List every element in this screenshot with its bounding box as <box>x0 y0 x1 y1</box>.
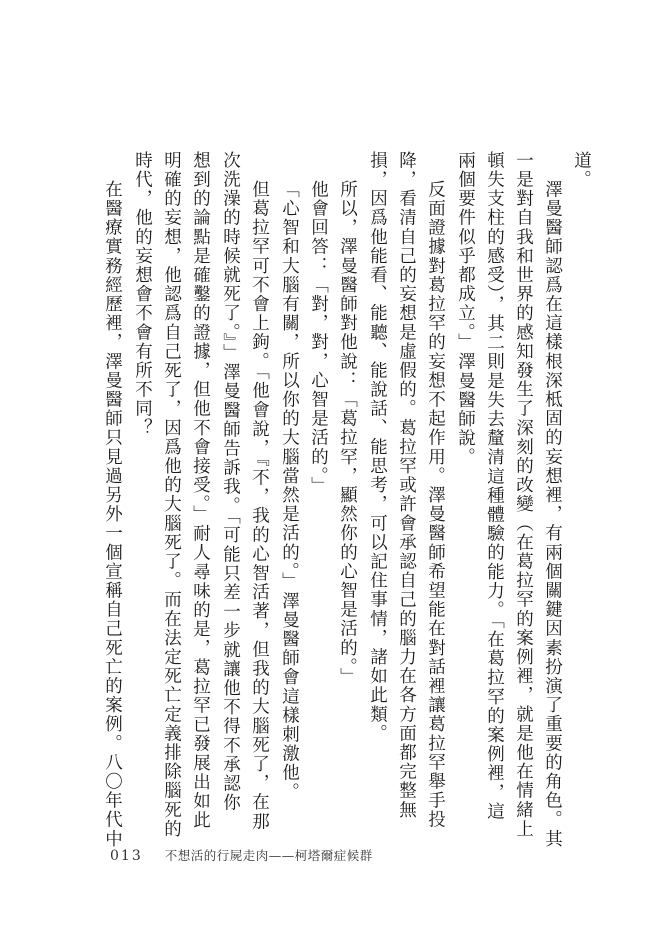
text-column: 一是對自我和世界的感知發生了深刻的改變（在葛拉罕的案例裡，就是他在情緒上 <box>513 151 534 839</box>
text-column: 但葛拉罕可不會上鉤。「他會說，『不，我的心智活著，但我的大腦死了，在那 <box>249 180 270 831</box>
text-column: 道。 <box>571 151 592 190</box>
text-column: 頓失支柱的感受），其二則是失去釐清這種體驗的能力。「在葛拉罕的案例裡，這 <box>484 151 505 822</box>
text-column: 澤曼醫師認爲在這樣根深柢固的妄想裡，有兩個關鍵因素扮演了重要的角色。其 <box>542 180 563 849</box>
text-column: 損，因爲他能看、能聽、能說話、能思考，可以記住事情，諸如此類。 <box>367 151 388 744</box>
text-column: 兩個要件似乎都成立。」澤曼醫師說。 <box>455 151 476 467</box>
running-title: 不想活的行屍走肉——柯塔爾症候群 <box>164 848 373 863</box>
page-number: 013 <box>110 848 143 864</box>
text-column: 反面證據對葛拉罕的妄想不起作用。澤曼醫師希望能在對話裡讓葛拉罕舉手投 <box>425 180 446 830</box>
text-column: 所以，澤曼醫師對他說：「葛拉罕，顯然你的心智是活的。」 <box>337 180 358 687</box>
text-column: 明確的妄想，他認爲自己死了，因爲他的大腦死了。而在法定死亡定義排除腦死的 <box>161 151 182 839</box>
text-column: 在醫療實務經歷裡，澤曼醫師只見過另外一個宣稱自己死亡的案例。八〇年代中 <box>102 180 123 849</box>
text-column: 次洗澡的時候就死了。』」澤曼醫師告訴我。「可能只差一步就讓他不得不承認你 <box>220 151 241 813</box>
page-footer <box>110 846 373 864</box>
text-column: 降，看清自己的妄想是虛假的。葛拉罕或許會承認自己的腦力在各方面都完整無 <box>396 151 417 820</box>
text-column: 時代，他的妄想會不會有所不同？ <box>132 151 153 438</box>
text-column: 想到的論點是確鑿的證據，但他不會接受。」耐人尋味的是，葛拉罕已發展出如此 <box>190 151 211 830</box>
text-column: 他會回答：「對，對，心智是活的。」 <box>308 180 329 496</box>
text-column: 「心智和大腦有關，所以你的大腦當然是活的。」澤曼醫師會這樣刺激他。 <box>279 180 300 802</box>
